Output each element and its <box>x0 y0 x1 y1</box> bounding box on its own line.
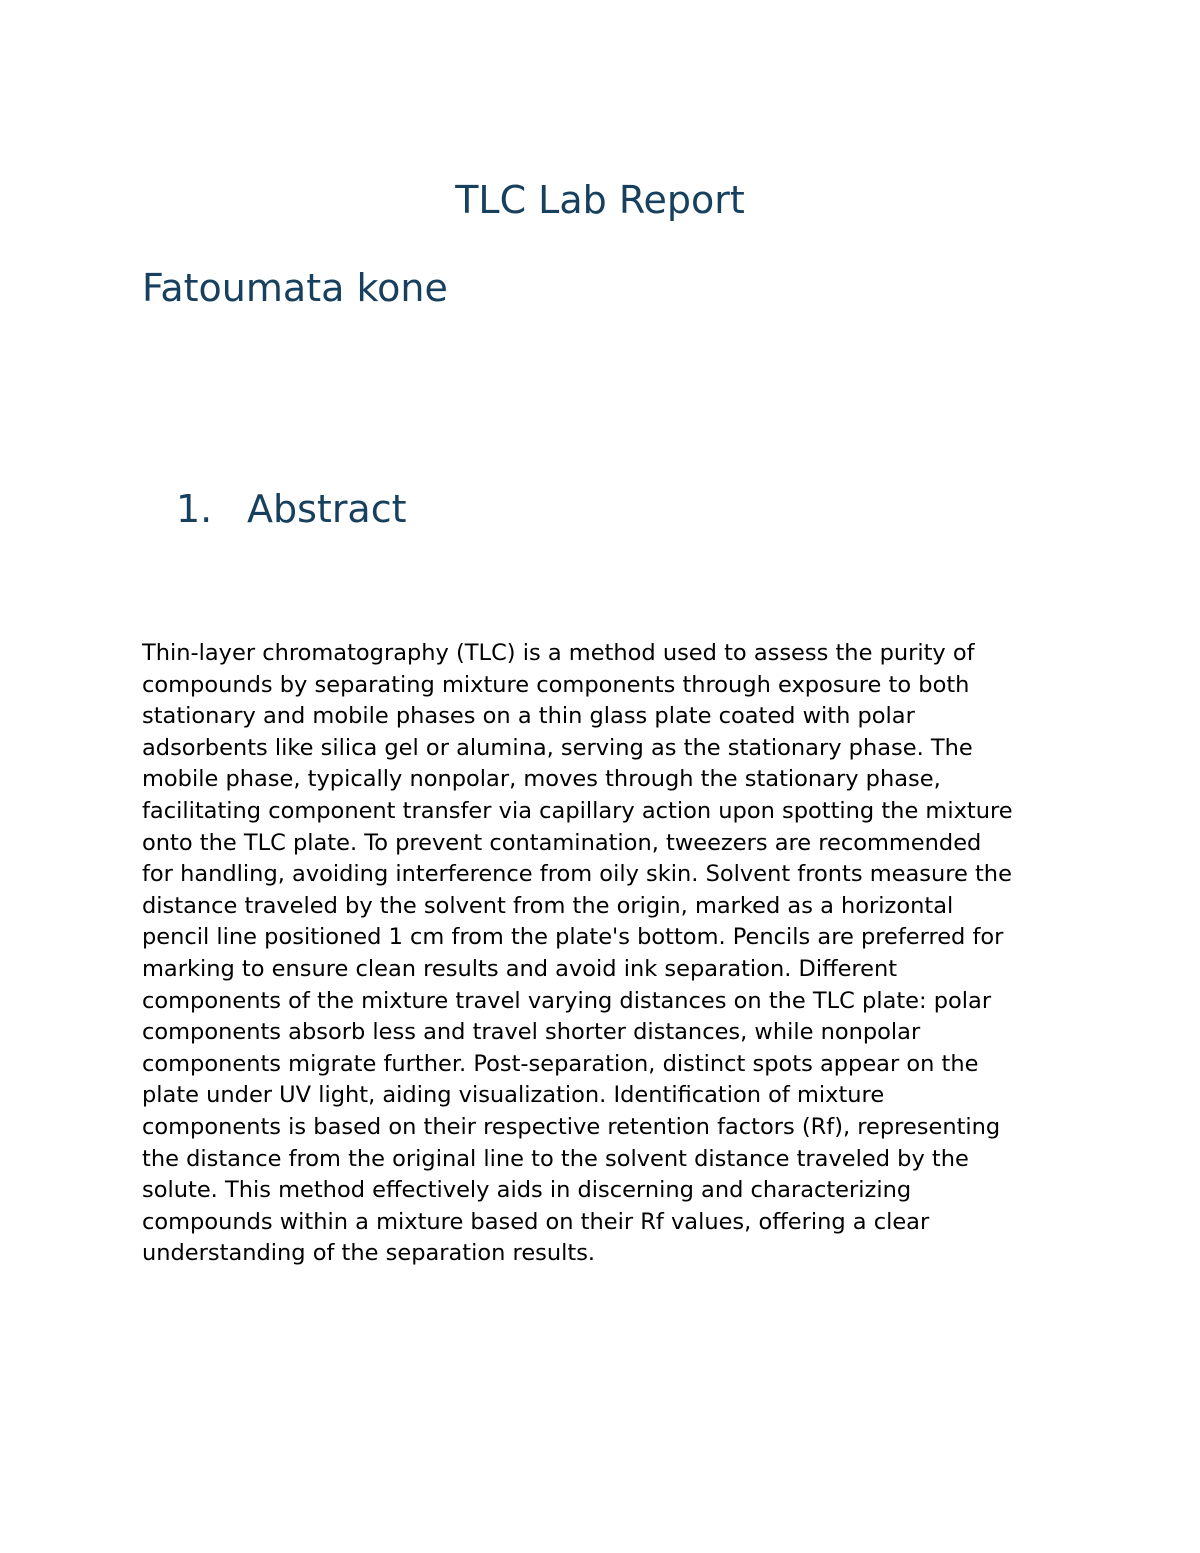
abstract-line: the distance from the original line to the solvent distance traveled by the <box>142 1145 969 1172</box>
abstract-line: components absorb less and travel shorter distances, while nonpolar <box>142 1019 921 1046</box>
section-heading-abstract <box>176 485 407 533</box>
abstract-line: mobile phase, typically nonpolar, moves through the stationary phase, <box>142 766 941 793</box>
section-number: 1. <box>176 487 213 531</box>
abstract-line: components is based on their respective retention factors (Rf), representing <box>142 1113 1001 1140</box>
document-title: TLC Lab Report <box>455 178 745 222</box>
abstract-line: solute. This method effectively aids in discerning and characterizing <box>142 1177 912 1204</box>
abstract-line: distance traveled by the solvent from the origin, marked as a horizontal <box>142 892 954 919</box>
abstract-line: compounds within a mixture based on their Rf values, offering a clear <box>142 1208 930 1235</box>
abstract-line: compounds by separating mixture components through exposure to both <box>142 671 970 698</box>
abstract-line: adsorbents like silica gel or alumina, serving as the stationary phase. The <box>142 734 973 761</box>
abstract-line: stationary and mobile phases on a thin glass plate coated with polar <box>142 703 915 730</box>
abstract-line: marking to ensure clean results and avoid ink separation. Different <box>142 955 898 982</box>
abstract-line: understanding of the separation results. <box>142 1240 596 1267</box>
author-name: Fatoumata kone <box>142 266 448 310</box>
abstract-line: components of the mixture travel varying distances on the TLC plate: polar <box>142 987 992 1014</box>
abstract-line: onto the TLC plate. To prevent contamination, tweezers are recommended <box>142 829 982 856</box>
abstract-line: pencil line positioned 1 cm from the plate's bottom. Pencils are preferred for <box>142 924 1004 951</box>
abstract-line: Thin-layer chromatography (TLC) is a method used to assess the purity of <box>142 640 975 666</box>
abstract-paragraph <box>142 638 1062 1270</box>
section-title: Abstract <box>247 487 407 531</box>
abstract-line: components migrate further. Post-separation, distinct spots appear on the <box>142 1050 979 1077</box>
abstract-line: facilitating component transfer via capillary action upon spotting the mixture <box>142 797 1013 824</box>
abstract-line: for handling, avoiding interference from oily skin. Solvent fronts measure the <box>142 861 1012 888</box>
abstract-line: plate under UV light, aiding visualization. Identification of mixture <box>142 1082 885 1109</box>
